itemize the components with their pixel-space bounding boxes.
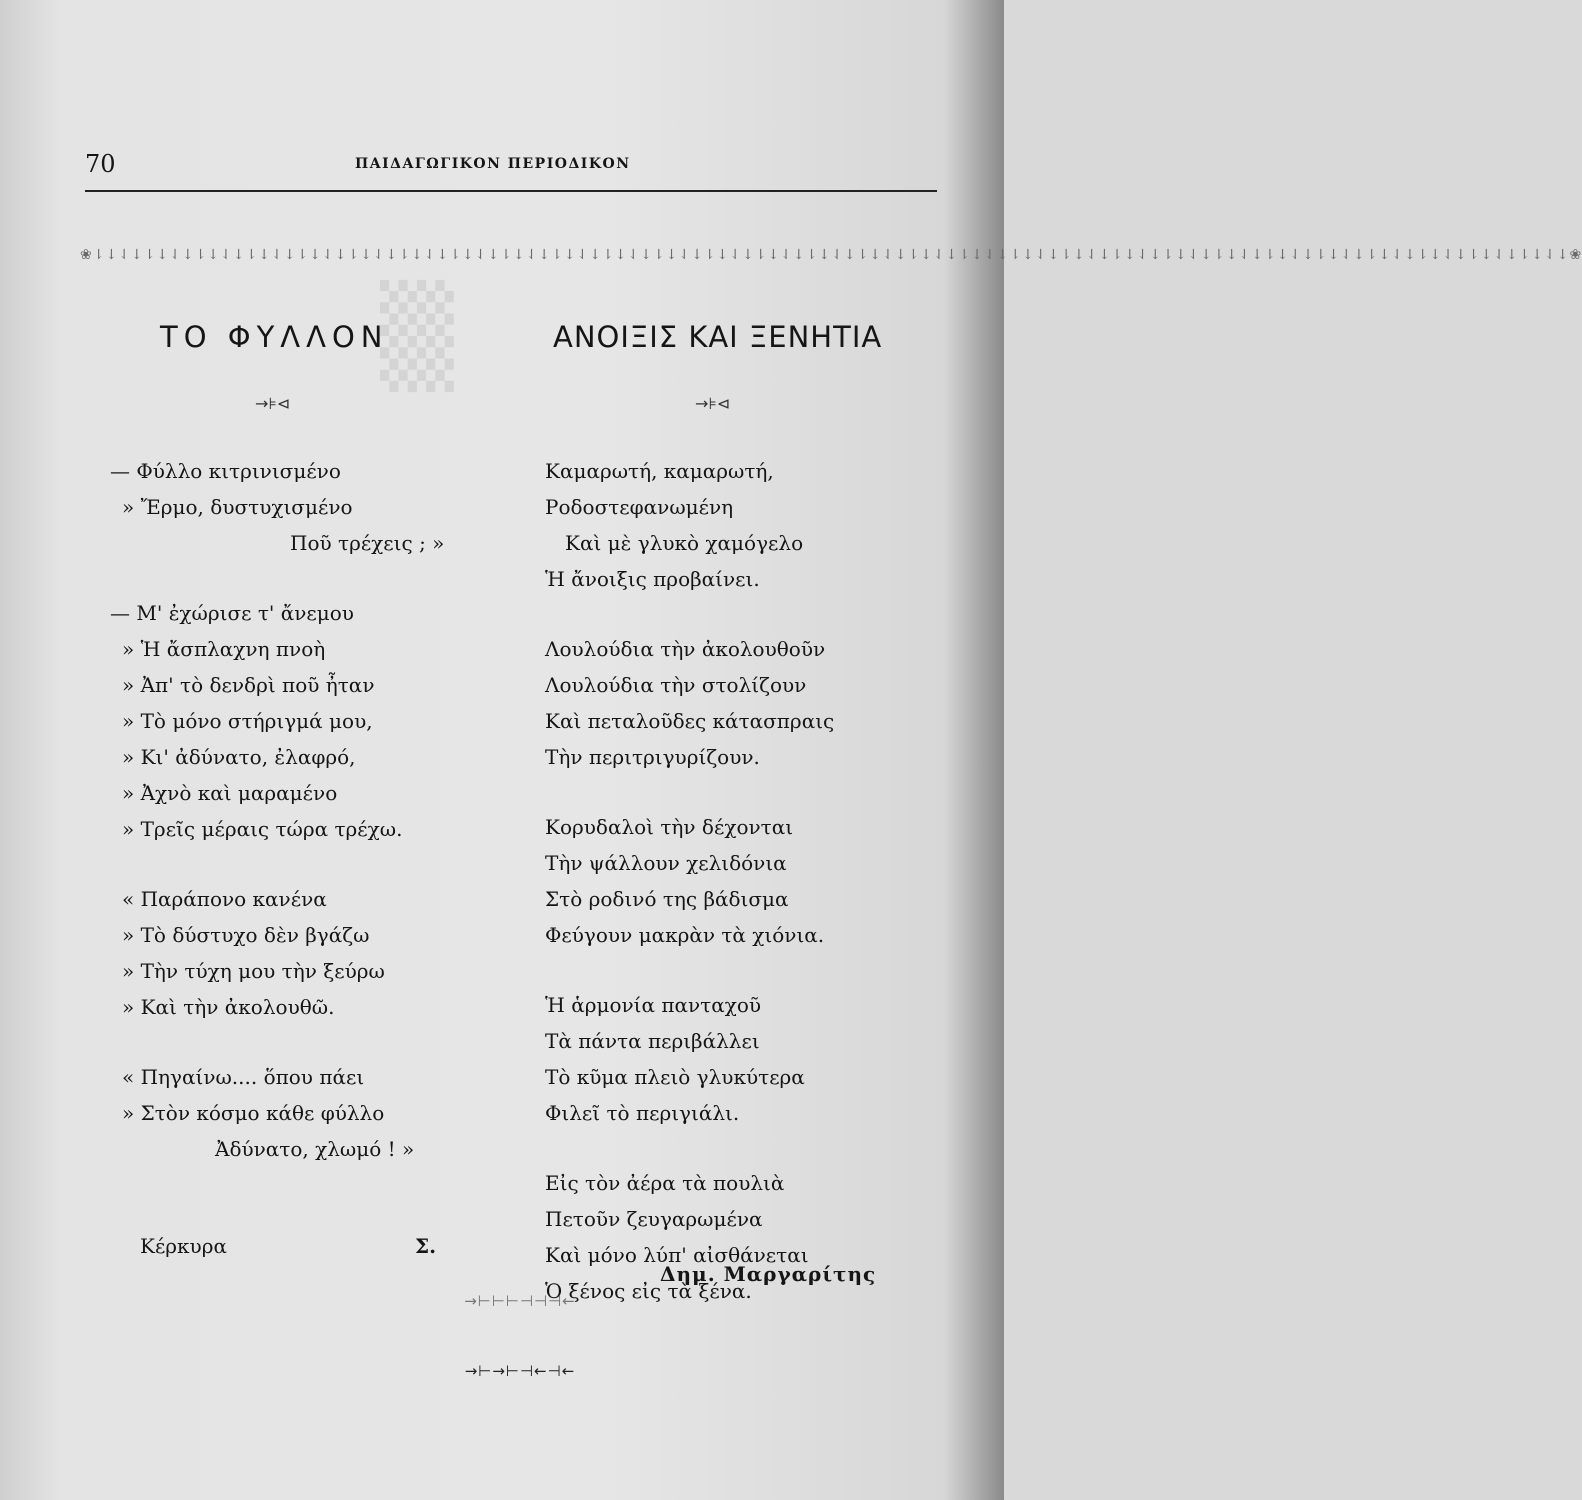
- right-stanza-2: [545, 631, 945, 775]
- left-poem-footer: [140, 1228, 440, 1264]
- right-poem-title: ΑΝΟΙΞΙΣ ΚΑΙ ΞΕΝΗΤΙΑ: [553, 320, 883, 354]
- poem-line: — Μ' ἐχώρισε τ' ἄνεμου: [110, 601, 354, 625]
- running-title: ΠΑΙΔΑΓΩΓΙΚΟΝ ΠΕΡΙΟΔΙΚΟΝ: [355, 156, 631, 172]
- poem-line: » Ἀχνὸ καὶ μαραμένο: [122, 781, 338, 805]
- poem-line: » Κι' ἀδύνατο, ἐλαφρό,: [122, 745, 356, 769]
- closing-ornament: →⊢→⊢⊣←⊣←: [464, 1362, 576, 1380]
- left-stanza-4: [110, 1059, 470, 1167]
- right-stanza-1: [545, 453, 945, 597]
- left-poem-title: ΤΟ ΦΥΛΛΟΝ: [160, 320, 389, 354]
- poem-line: Ποῦ τρέχεις ; »: [290, 531, 445, 555]
- right-stanza-5: [545, 1165, 945, 1309]
- ornament-band: [80, 238, 1582, 272]
- poem-line: » Τὸ μόνο στήριγμά μου,: [122, 709, 373, 733]
- page-number: 70: [85, 150, 116, 178]
- poem-line: » Τὸ δύστυχο δὲν βγάζω: [122, 923, 370, 947]
- poem-line: Ἡ ἁρμονία πανταχοῦ: [545, 993, 762, 1017]
- left-stanza-3: [110, 881, 470, 1025]
- poem-line: Ὁ ξένος εἰς τὰ ξένα.: [545, 1279, 752, 1303]
- poem-line: » Τρεῖς μέραις τώρα τρέχω.: [122, 817, 403, 841]
- poem-line: Πετοῦν ζευγαρωμένα: [545, 1207, 763, 1231]
- author-initial: Σ.: [415, 1234, 437, 1258]
- poem-line: « Παράπονο κανένα: [122, 887, 327, 911]
- left-stanza-1: [110, 453, 470, 561]
- right-arrow-ornament: →⊧⊲: [695, 394, 731, 413]
- poem-line: Τὸ κῦμα πλειὸ γλυκύτερα: [545, 1065, 805, 1089]
- poem-line: Ροδοστεφανωμένη: [545, 495, 734, 519]
- poem-line: Τὴν περιτριγυρίζουν.: [545, 745, 760, 769]
- poem-line: Τὰ πάντα περιβάλλει: [545, 1029, 760, 1053]
- poem-line: Τὴν ψάλλουν χελιδόνια: [545, 851, 787, 875]
- poem-line: » Ἀπ' τὸ δενδρὶ ποῦ ἦταν: [122, 673, 375, 697]
- right-stanza-3: [545, 809, 945, 953]
- left-poem: [110, 320, 470, 1201]
- right-poem: [545, 320, 945, 1343]
- left-arrow-ornament: →⊧⊲: [255, 394, 291, 413]
- ornament-flourish-left: ❀: [80, 247, 93, 263]
- poem-line: « Πηγαίνω.... ὅπου πάει: [122, 1065, 365, 1089]
- poem-line: Καμαρωτή, καμαρωτή,: [545, 459, 774, 483]
- page-header: [85, 150, 935, 186]
- poem-line: Εἰς τὸν ἀέρα τὰ πουλιὰ: [545, 1171, 785, 1195]
- place-name: Κέρκυρα: [140, 1234, 227, 1258]
- poem-line: Φεύγουν μακρὰν τὰ χιόνια.: [545, 923, 825, 947]
- poem-line: Ἀδύνατο, χλωμό ! »: [215, 1137, 415, 1161]
- header-rule: [85, 190, 937, 192]
- ornament-flourish-right: ❀: [1569, 247, 1582, 263]
- poem-line: Ἡ ἄνοιξις προβαίνει.: [545, 567, 760, 591]
- poem-line: — Φύλλο κιτρινισμένο: [110, 459, 341, 483]
- poem-line: » Στὸν κόσμο κάθε φύλλο: [122, 1101, 385, 1125]
- right-stanza-4: [545, 987, 945, 1131]
- poem-line: Καὶ μόνο λύπ' αἰσθάνεται: [545, 1243, 809, 1267]
- poem-line: Στὸ ροδινό της βάδισμα: [545, 887, 789, 911]
- author-signature: Δημ. Μαργαρίτης: [660, 1262, 877, 1286]
- poem-line: Καὶ πεταλοῦδες κάτασπραις: [545, 709, 835, 733]
- poem-line: Φιλεῖ τὸ περιγιάλι.: [545, 1101, 740, 1125]
- left-stanza-2: [110, 595, 470, 847]
- poem-line: » Τὴν τύχη μου τὴν ξεύρω: [122, 959, 385, 983]
- poem-line: Κορυδαλοὶ τὴν δέχονται: [545, 815, 794, 839]
- poem-line: Λουλούδια τὴν ἀκολουθοῦν: [545, 637, 826, 661]
- poem-line: » Ἡ ἄσπλαχνη πνοὴ: [122, 637, 326, 661]
- poem-line: » Ἔρμο, δυστυχισμένο: [122, 495, 353, 519]
- closing-ornament-faint: →⊢⊢⊢⊣⊣⊣←: [464, 1292, 576, 1310]
- poem-line: Καὶ μὲ γλυκὸ χαμόγελο: [565, 531, 804, 555]
- poem-line: » Καὶ τὴν ἀκολουθῶ.: [122, 995, 335, 1019]
- ornament-arrows: ⇂↓⇃↓⇂↓⇃↓⇂↓⇃↓⇂↓⇃↓⇂↓⇃↓⇂↓⇃↓⇂↓⇃↓⇂↓⇃↓⇂↓⇃↓⇂↓⇃↓⇂↓⇃↓⇂↓⇃↓⇂↓⇃↓⇂↓⇃↓⇂↓⇃↓⇂↓⇃↓⇂↓⇃↓⇂↓⇃↓⇂↓⇃↓⇂↓⇃↓⇂↓⇃↓⇂↓⇃↓⇂↓⇃↓⇂↓⇃↓⇂↓⇃↓⇂↓⇃↓⇂↓⇃↓⇂↓⇃↓⇂↓⇃↓: [92, 247, 1570, 263]
- poem-line: Λουλούδια τὴν στολίζουν: [545, 673, 807, 697]
- bleed-through-shadow: ▒: [380, 280, 460, 392]
